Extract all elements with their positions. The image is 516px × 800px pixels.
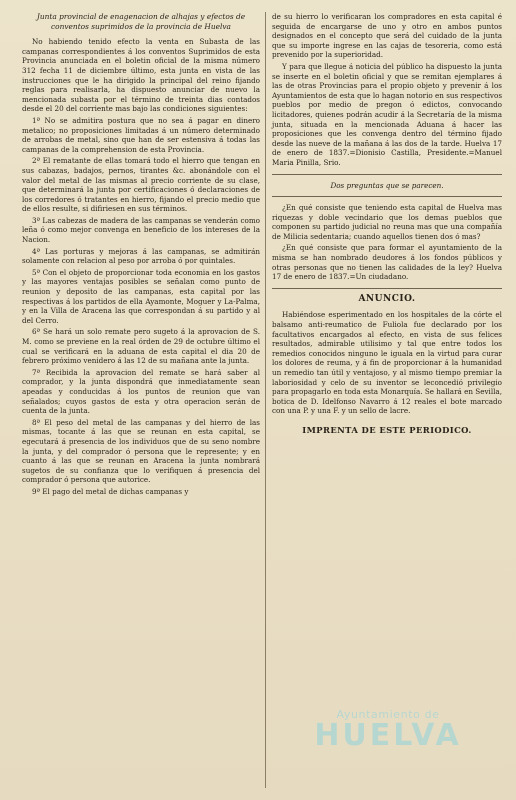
left-paragraph: 6ª Se hará un solo remate pero sugeto á la aprovacion de S. M. como se previene en la real órden de 29 de octubre último el cual se verificará en la aduana de esta capital el dia 20 de febrero próximo venidero á las 12 de su mañana ante la junta. — [22, 327, 260, 366]
left-paragraph: 9ª El pago del metal de dichas campanas y — [32, 486, 189, 496]
left-paragraph: 7ª Recibida la aprovacion del remate se hará saber al comprador, y la junta dispondrá que inmediatamente sean apeadas y conducidas á los puntos de reunion que van señalados; cuyos gastos de esta y otra operacion serán de cuenta de la junta. — [22, 367, 260, 416]
watermark — [268, 708, 508, 751]
section-rule — [272, 196, 502, 197]
watermark-line1: Ayuntamiento de — [336, 708, 440, 721]
section-rule — [272, 174, 502, 175]
left-header: Junta provincial de enagenacion de alhajas y efectos de conventos suprimidos de la provincia de Huelva — [36, 12, 246, 31]
right-paragraph: Y para que llegue á noticia del público ha dispuesto la junta se inserte en el boletin oficial y que se remitan ejemplares á las de otras Provincias para el propio objeto y prevenir á los Ayuntamientos de esta que lo hagan notorio en sus respectivos pueblos por medio de pregon ó edictos, convocando licitadores, quienes podrán acudir á la Secretaría de la misma junta, situada en la mencionada Aduana á hacer las proposiciones que les convenga dentro del término fijado desde las nueve de la mañana á las dos de la tarde. Huelva 17 de enero de 1837.=Dionisio Castilla, Presidente.=Manuel Maria Pinilla, Srio. — [272, 61, 503, 167]
left-paragraph: No habiendo tenido efecto la venta en Subasta de las campanas correspondientes á los conventos Suprimidos de esta Provincia anunciada en el boletin oficial de la misma número 312 fecha 11 de diciembre último, esta junta en vista de las instrucciones que le ha dirigido la principal del reino fijando reglas para realisarla, ha dispuesto anunciar de nuevo la mencionada subasta por el término de treinta dias contados desde el 20 del corriente mas bajo las condiciones siguientes: — [22, 37, 260, 114]
imprenta-footer: IMPRENTA DE ESTE PERIODICO. — [302, 424, 472, 435]
column-divider — [265, 12, 266, 788]
right-paragraph: ¿En qué consiste que teniendo esta capital de Huelva mas riquezas y doble vecindario que los demas pueblos que componen su partido judicial no reuna mas que una compañía de Milicia sedentaria; cuando aquellos tienen dos ó mas? — [272, 203, 502, 241]
left-paragraph: 8ª El peso del metal de las campanas y del hierro de las mismas, tocante á las que se reunan en esta capital, se egecutará á presencia de los individuos que de su seno nombre la junta, y del comprador ó persona que le represente; y en cuanto á las que se reunan en Aracena la junta nombrará sugetos de su confianza que lo verifiquen á presencia del comprador ó persona que autorice. — [22, 417, 260, 485]
section-rule — [272, 288, 502, 289]
watermark-line2: HUELVA — [314, 718, 462, 753]
left-paragraph: 1ª No se admitira postura que no sea á pagar en dinero metalico; no proposiciones limitadas á un número determinado de arrobas de metal, sino que han de ser estensiva á todas las campanas de la comprehension de esta Provincia. — [22, 115, 260, 154]
section-title: Dos preguntas que se parecen. — [330, 180, 444, 190]
right-paragraph: de su hierro lo verificaran los compradores en esta capital é seguida de encargarse de uno y otro en ambos puntos designados en el concepto que será del cuidado de la junta que su importe ingrese en las cajas de tesoreria, como está prevenido por la superioridad. — [272, 12, 502, 60]
anuncio-title: ANUNCIO. — [358, 293, 416, 304]
left-paragraph: 2ª El rematante de ellas tomará todo el hierro que tengan en sus cabazas, badajos, pernos, tirantes &c. abonándole con el valor del metal de las mismas al precio corriente de su clase, que determinará la junta por certificaciones ó declaraciones de los corredores ó tratantes en hierro, fijando el precio medio que de ellos resulte, si difiriesen en sus términos. — [22, 156, 260, 214]
left-paragraph: 5ª Con el objeto de proporcionar toda economia en los gastos y las mayores ventajas posibles se señalan como punto de reunion y deposito de las campanas, esta capital por las respectivas á los partidos de ella Ayamonte, Moguer y La-Palma, y en la Villa de Aracena las que correspondan á su partido y al del Cerro. — [22, 267, 260, 325]
left-column — [22, 12, 260, 499]
right-paragraph: ¿En qué consiste que para formar el ayuntamiento de la misma se han nombrado deudores á los fondos públicos y otras personas que no tienen las calidades de la ley? Huelva 17 de enero de 1837.=Un ciudadano. — [272, 243, 502, 282]
left-paragraph: 3ª Las cabezas de madera de las campanas se venderán como leña ó como mejor convenga en beneficio de los intereses de la Nacion. — [22, 215, 260, 245]
left-paragraph: 4ª Las porturas y mejoras á las campanas, se admitirán solamente con relacion al peso por arroba ó por quintales. — [22, 246, 260, 266]
right-paragraph: Habiéndose esperimentado en los hospitales de la córte el balsamo anti-reumatico de Fuliola fue declarado por los facultativos encargados al efecto, en vista de sus felices resultados, admirable utilisimo y tal que entre todos los remedios conocidos ninguno le iguala en la virtud para curar los dolores de reuma, y á fin de proporcionar á la humanidad un remedio tan útil y ventajoso, y al mismo tiempo premiar la laboriosidad y celo de su inventor se leconcedió privilegio para propagarlo en toda esta Monarquía. Se hallará en Sevilla, botica de D. Idelfonso Navarro á 12 reales el bote marcado con una P. y una F. y un sello de lacre. — [272, 310, 502, 416]
right-column — [272, 12, 502, 436]
